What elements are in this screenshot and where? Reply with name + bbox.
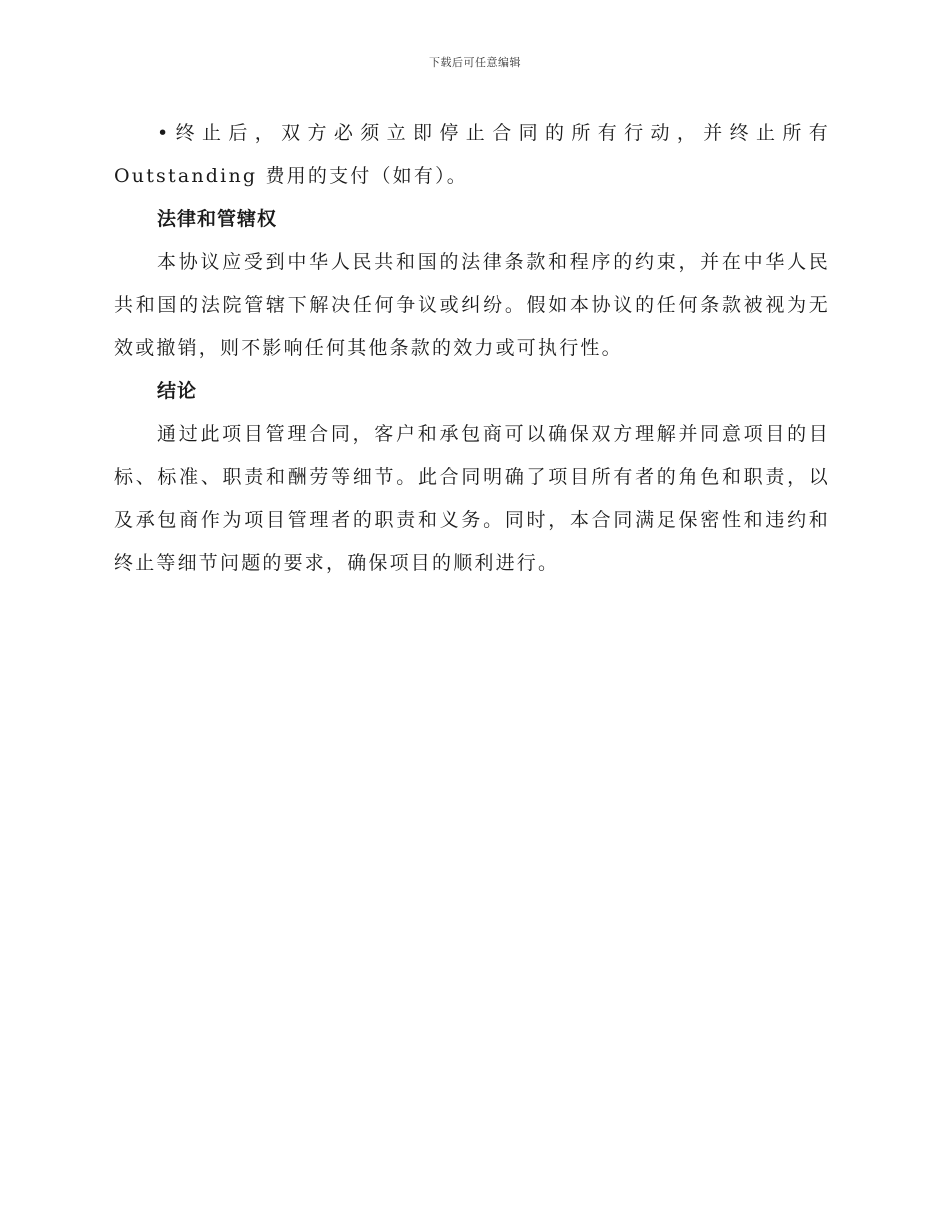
conclusion-paragraph: 通过此项目管理合同，客户和承包商可以确保双方理解并同意项目的目标、标准、职责和酬劳等细节。此合同明确了项目所有者的角色和职责，以及承包商作为项目管理者的职责和义务。同时，本合同满足保密性和违约和终止等细节问题的要求，确保项目的顺利进行。 <box>114 423 830 574</box>
law-jurisdiction-paragraph: 本协议应受到中华人民共和国的法律条款和程序的约束，并在中华人民共和国的法院管辖下解决任何争议或纠纷。假如本协议的任何条款被视为无效或撤销，则不影响任何其他条款的效力或可执行性。 <box>114 251 830 359</box>
law-jurisdiction-heading: 法律和管辖权 <box>157 208 278 230</box>
header-note: 下载后可任意编辑 <box>429 56 521 69</box>
document-body <box>114 112 830 585</box>
termination-paragraph: •终止后，双方必须立即停止合同的所有行动，并终止所有 Outstanding 费用的支付（如有）。 <box>114 122 830 187</box>
conclusion-heading: 结论 <box>157 380 198 402</box>
